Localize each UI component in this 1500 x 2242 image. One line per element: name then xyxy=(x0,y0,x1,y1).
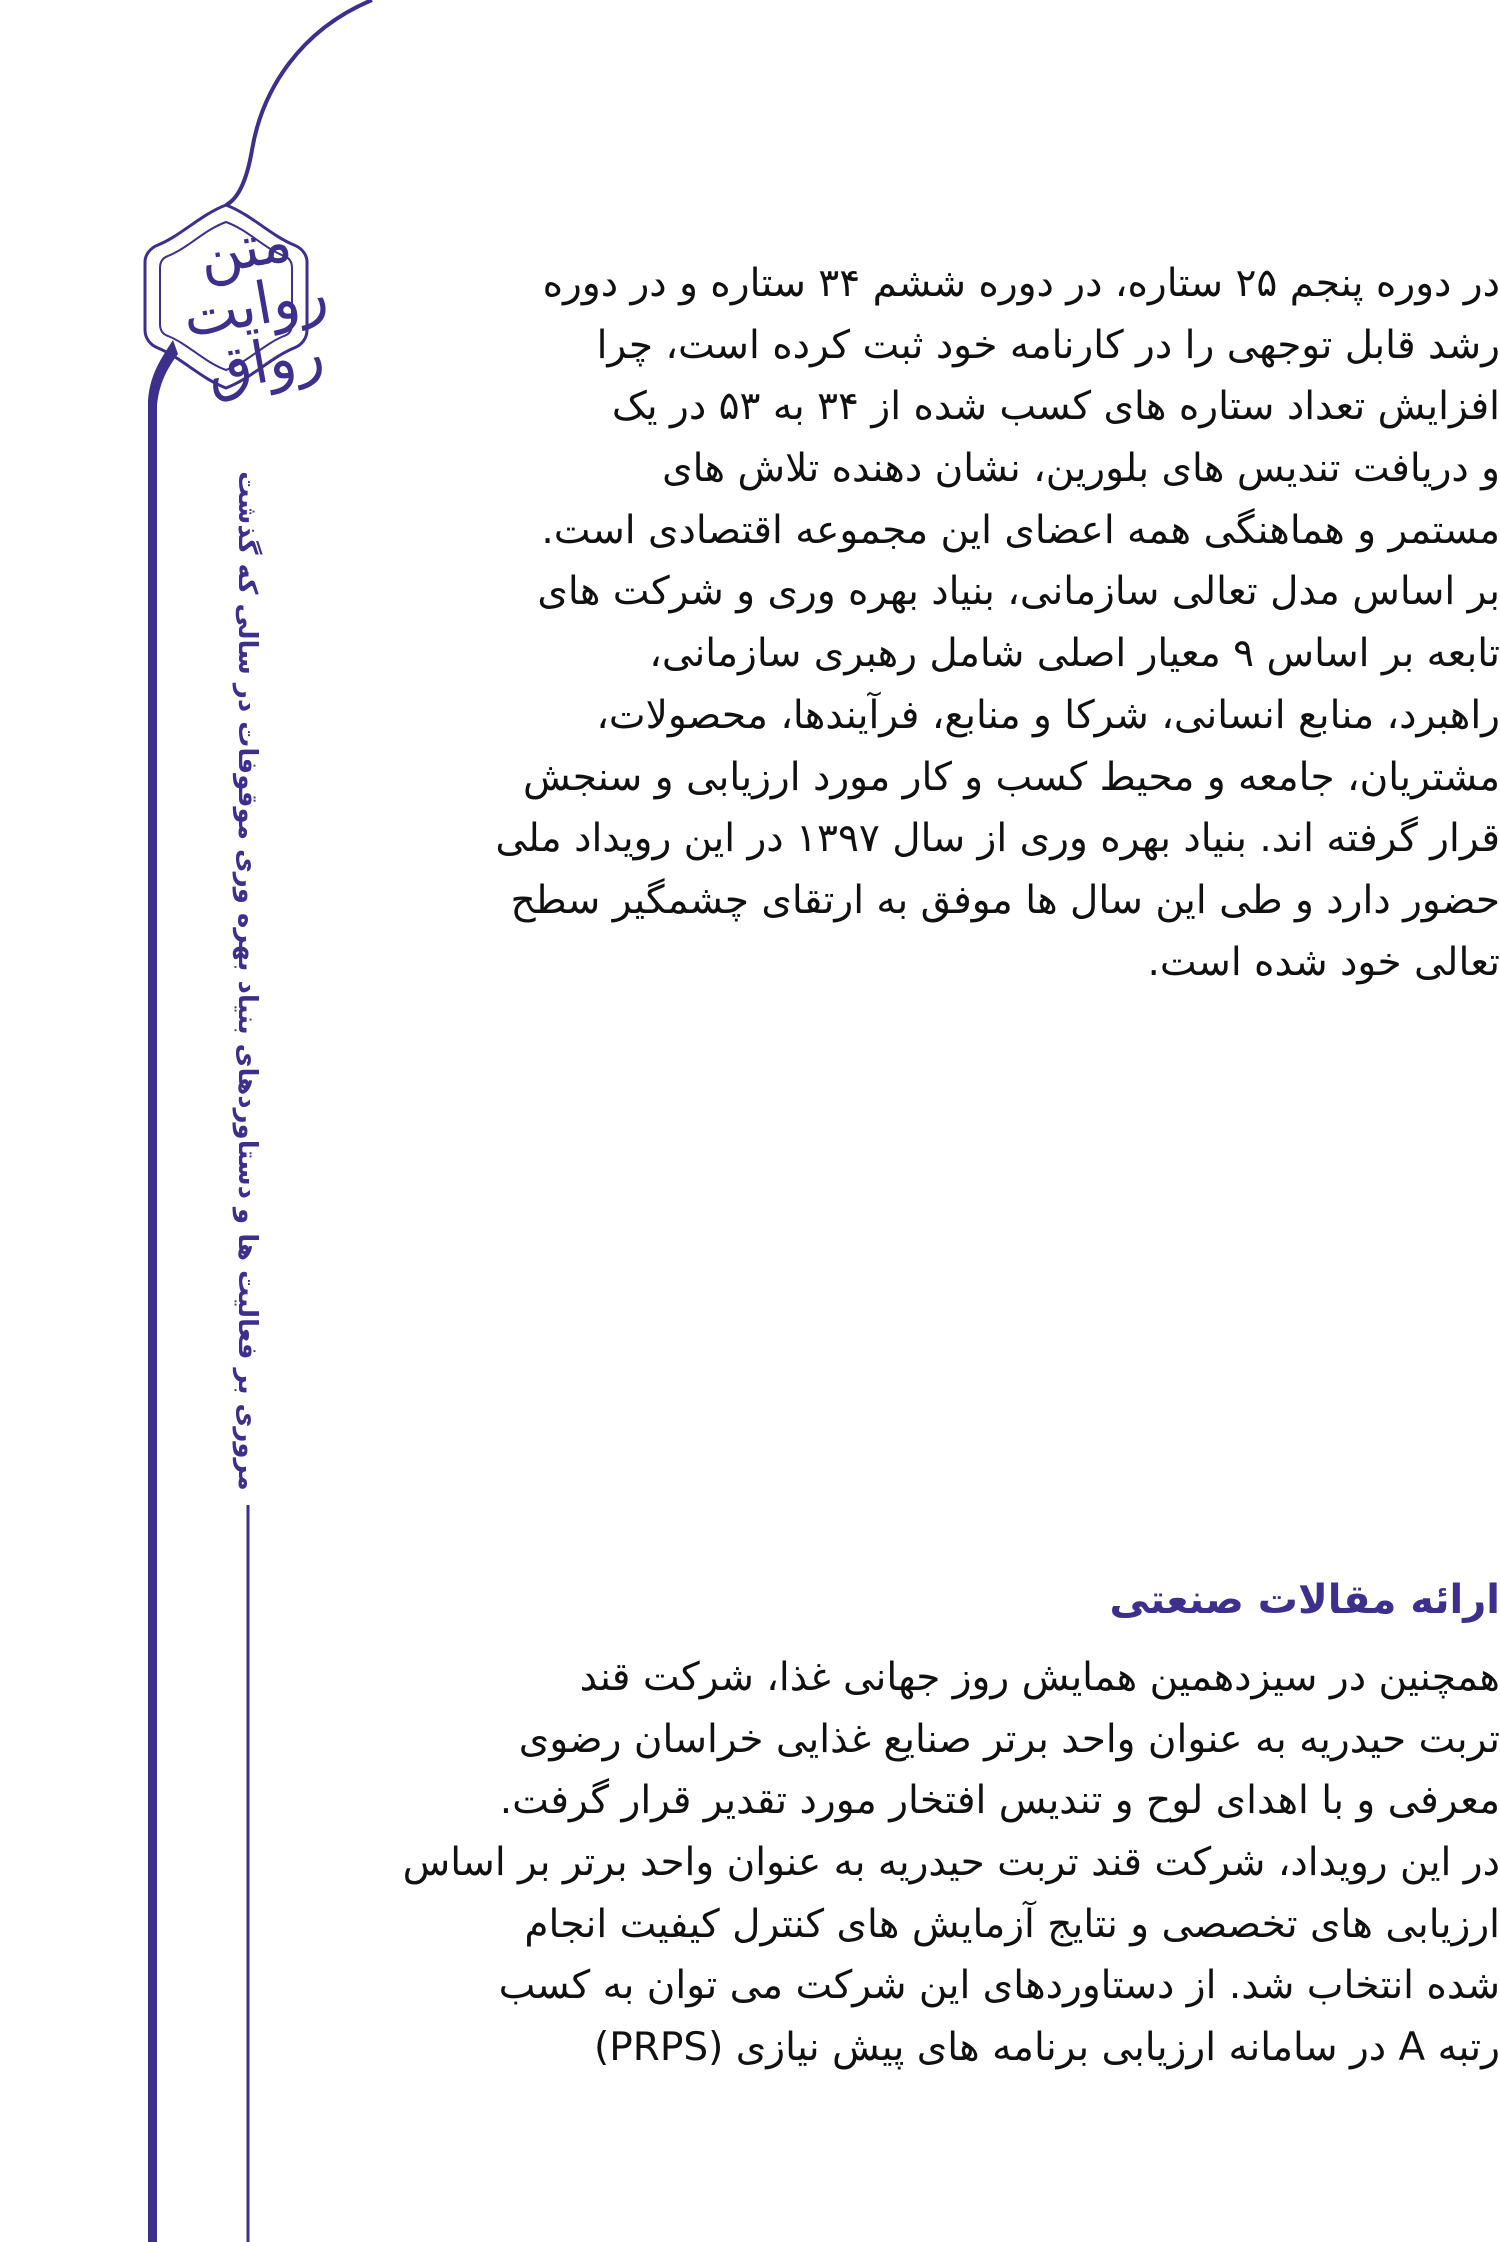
text-line: شده انتخاب شد. از دستاوردهای این شرکت می توان به کسب xyxy=(498,1963,1500,2008)
text-line: راهبرد، منابع انسانی، شرکا و منابع، فرآیندها، محصولات، xyxy=(596,693,1500,738)
sidebar-ribbon xyxy=(148,340,178,2242)
text-line: رتبه A در سامانه ارزیابی برنامه های پیش نیازی (PRPS) xyxy=(594,2025,1500,2070)
text-line: معرفی و با اهدای لوح و تندیس افتخار مورد تقدیر قرار گرفت. xyxy=(499,1778,1500,1823)
text-line: تربت حیدریه به عنوان واحد برتر صنایع غذایی خراسان رضوی xyxy=(518,1717,1500,1762)
text-line: تابعه بر اساس ۹ معیار اصلی شامل رهبری سازمانی، xyxy=(649,631,1500,676)
text-line: در دوره پنجم ۲۵ ستاره، در دوره ششم ۳۴ ستاره و در دوره xyxy=(542,261,1500,306)
running-header-text: مروری بر فعالیت ها و دستاوردهای بنیاد بهره وری موقوفات در سالی که گذشت xyxy=(232,470,262,1491)
text-line: رشد قابل توجهی را در کارنامه خود ثبت کرده است، چرا xyxy=(596,323,1500,368)
text-line: مستمر و هماهنگی همه اعضای این مجموعه اقتصادی است. xyxy=(541,508,1500,553)
text-line: مشتریان، جامعه و محیط کسب و کار مورد ارزیابی و سنجش xyxy=(523,755,1500,800)
text-line: قرار گرفته اند. بنیاد بهره وری از سال ۱۳۹۷ در این رویداد ملی xyxy=(495,816,1500,861)
logo-text: متن روایت رواق xyxy=(177,206,333,406)
text-line: ارزیابی های تخصصی و نتایج آزمایش های کنترل کیفیت انجام xyxy=(524,1902,1500,1947)
section-heading: ارائه مقالات صنعتی xyxy=(1109,1577,1500,1623)
text-line: تعالی خود شده است. xyxy=(1147,940,1500,985)
text-line: همچنین در سیزدهمین همایش روز جهانی غذا، شرکت قند xyxy=(579,1655,1500,1700)
arch-curve xyxy=(226,0,372,205)
text-line: افزایش تعداد ستاره های کسب شده از ۳۴ به ۵۳ در یک xyxy=(611,384,1500,429)
text-line: و دریافت تندیس های بلورین، نشان دهنده تلاش های xyxy=(662,446,1500,491)
text-line: حضور دارد و طی این سال ها موفق به ارتقای چشمگیر سطح xyxy=(510,878,1500,923)
text-line: بر اساس مدل تعالی سازمانی، بنیاد بهره وری و شرکت های xyxy=(537,569,1500,614)
article-body xyxy=(400,0,1500,2242)
text-line: در این رویداد، شرکت قند تربت حیدریه به عنوان واحد برتر بر اساس xyxy=(402,1840,1500,1885)
